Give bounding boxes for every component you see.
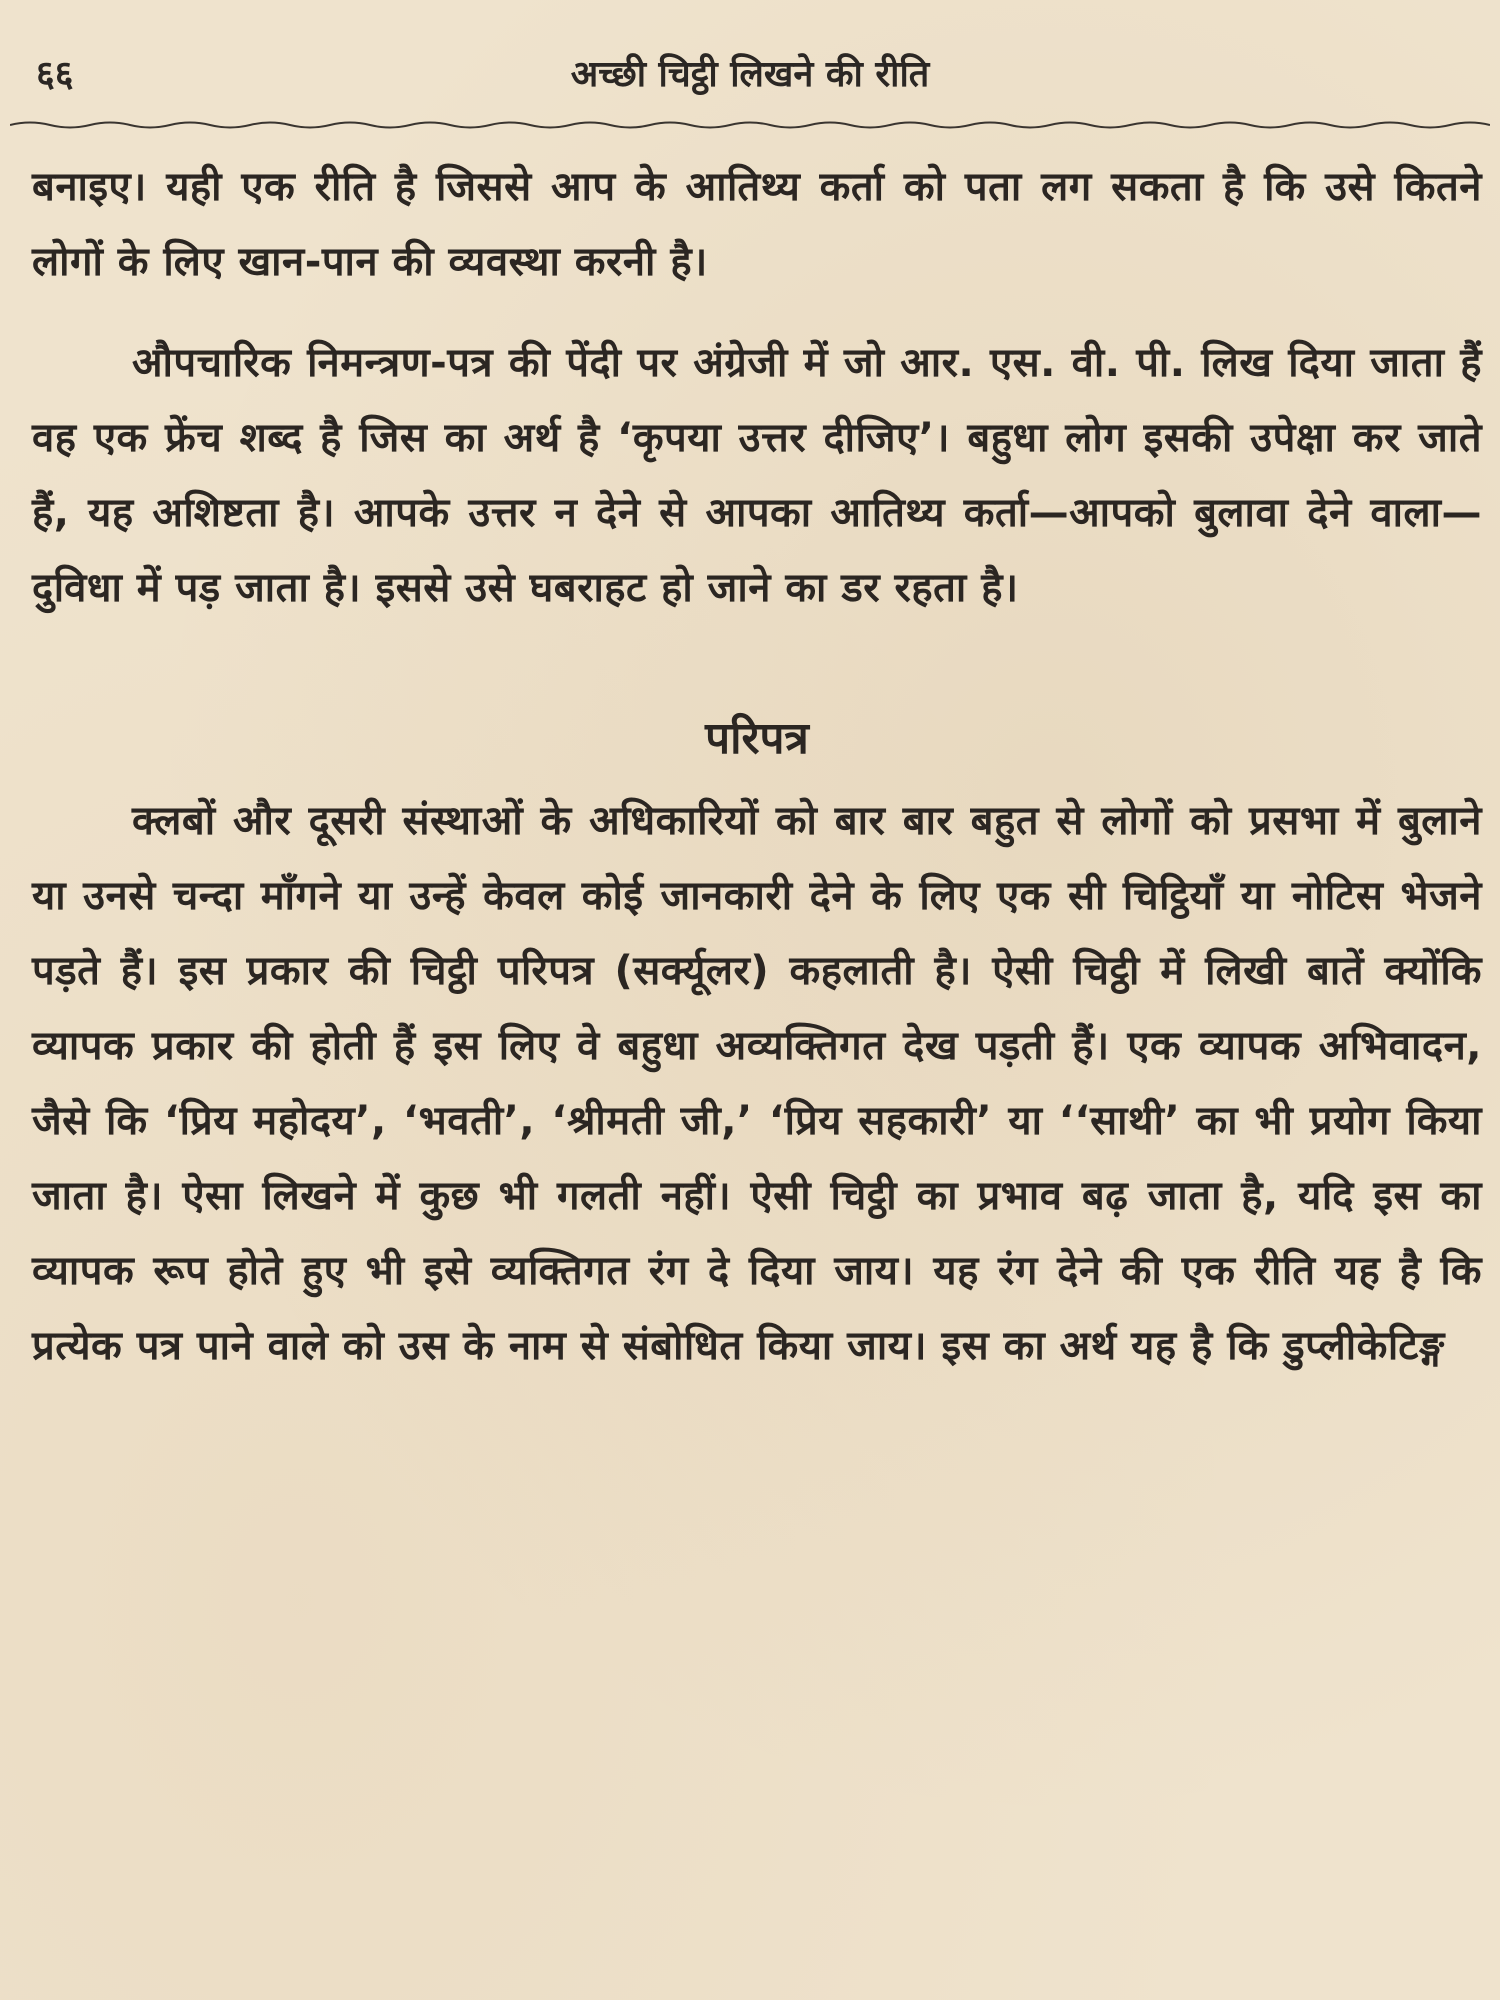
paragraph-continued: बनाइए। यही एक रीति है जिससे आप के आतिथ्य कर्ता को पता लग सकता है कि उसे कितने लोगों के लिए खान-पान की व्यवस्था करनी है। [32,164,1482,285]
page-number: ६६ [36,54,74,95]
header-rule [10,118,1490,132]
running-title: अच्छी चिट्ठी लिखने की रीति [570,54,930,95]
section-heading: परिपत्र [705,713,809,764]
paragraph-circular: क्लबों और दूसरी संस्थाओं के अधिकारियों को बार बार बहुत से लोगों को प्रसभा में बुलाने या उनसे चन्दा माँगने या उन्हें केवल कोई जानकारी देने के लिए एक सी चिट्ठियाँ या नोटिस भेजने पड़ते हैं। इस प्रकार की चिट्ठी परिपत्र (सर्क्यूलर) कहलाती है। ऐसी चिट्ठी में लिखी बातें क्योंकि व्यापक प्रकार की होती हैं इस लिए वे बहुधा अव्यक्तिगत देख पड़ती हैं। एक व्यापक अभिवादन, जैसे कि ‘प्रिय महोदय’, ‘भवती’, ‘श्रीमती जी,’ ‘प्रिय सहकारी’ या ‘‘साथी’ का भी प्रयोग किया जाता है। ऐसा लिखने में कुछ भी गलती नहीं। ऐसी चिट्ठी का प्रभाव बढ़ जाता है, यदि इस का व्यापक रूप होते हुए भी इसे व्यक्तिगत रंग दे दिया जाय। यह रंग देने की एक रीति यह है कि प्रत्येक पत्र पाने वाले को उस के नाम से संबोधित किया जाय। इस का अर्थ यह है कि डुप्लीकेटिङ्ग [32,798,1482,1369]
body-text [32,150,1482,1384]
paragraph-rsvp: औपचारिक निमन्त्रण-पत्र की पेंदी पर अंग्रेजी में जो आर. एस. वी. पी. लिख दिया जाता हैं वह एक फ्रेंच शब्द है जिस का अर्थ है ‘कृपया उत्तर दीजिए’। बहुधा लोग इसकी उपेक्षा कर जाते हैं, यह अशिष्टता है। आपके उत्तर न देने से आपका आतिथ्य कर्ता—आपको बुलावा देने वाला—दुविधा में पड़ जाता है। इससे उसे घबराहट हो जाने का डर रहता है। [32,340,1482,611]
page-header [30,44,1470,104]
